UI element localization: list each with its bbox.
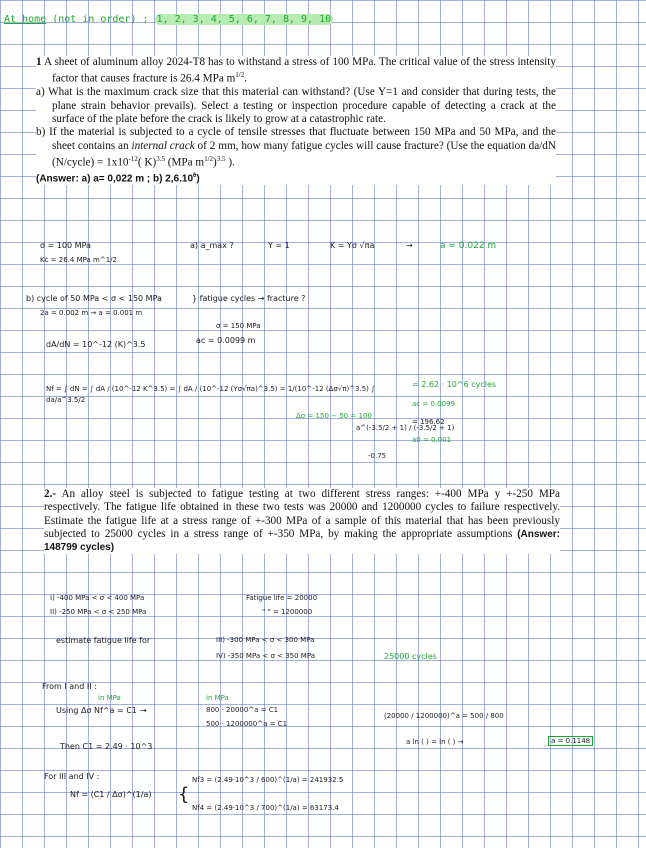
note-fatigue-life2: " " = 1200000 [262,608,313,616]
header-problem-list: 1, 2, 3, 4, 5, 6, 7, 8, 9, 10 [156,14,332,25]
answer-1-end: ) [196,173,200,185]
note-b-cycle: b) cycle of 50 MPa < σ < 150 MPa [26,294,162,303]
note-nf-general: Nf = (C1 / Δσ)^(1/a) [70,790,152,799]
problem-1 [36,56,556,185]
part-b-4: (MPa m [164,156,205,169]
note-ac-val: ac = 0.0099 [412,400,455,408]
intro-end: . [244,73,248,86]
note-in-mpa: in MPa [98,694,121,702]
note-from: From I and II : [42,682,97,691]
problem-1-intro [36,56,556,86]
note-nf4: Nf4 = (2.49·10^3 / 700)^(1/a) = 63173.4 [192,804,339,812]
problem-2-number: 2.- [44,488,57,500]
intro-exp: 1/2 [235,71,245,80]
note-delta-sigma: Δσ = 150 − 50 = 100 [296,412,372,420]
note-a0-val: a0 = 0.001 [412,436,452,444]
header [4,14,333,25]
note-using: Using Δσ Nf^a = C1 [56,706,137,715]
note-brace: { [178,784,190,805]
problem-1-answer [36,170,556,186]
note-nf-integral: Nf = ∫ dN = ∫ dA / (10^-12 K^3.5) = ∫ dA / (10^-12 (Yσ√πa)^3.5) = 1/(10^-12 (Δσ√π)^3.5) ∫ da/a^3.5/2 [46,385,375,404]
note-sigma: σ = 100 MPa [40,241,91,250]
problem-2 [44,488,560,554]
problem-1-part-b [36,126,556,170]
problem-1-intro-text: A sheet of aluminum alloy 2024-T8 has to withstand a stress of 100 MPa. The critical value of the stress intensity factor that causes fracture is 26.4 MPa m [43,56,556,86]
note-two-a: 2a = 0.002 m → a = 0.001 m [40,309,143,317]
part-b-exp3: 1/2 [204,154,214,163]
note-for-34: For III and IV : [44,772,100,781]
header-note: (not in order) : [52,14,149,25]
note-cycles-25000: 25000 cycles [384,652,437,661]
note-eq2: 500 · 1200000^a = C1 [206,720,288,728]
note-nf3: Nf3 = (2.49·10^3 / 600)^(1/a) = 241932.5 [192,776,344,784]
note-log-line: a ln ( ) = ln ( ) → [406,738,464,746]
note-neg075: -0.75 [368,452,387,460]
part-b-exp1: -12 [128,154,138,163]
note-sigma150: σ = 150 MPa [216,322,261,330]
note-y1: Y = 1 [268,241,290,250]
note-k-formula: K = Yσ √πa [330,241,375,250]
note-case3: III) -300 MPa < σ < 300 MPa [216,636,315,644]
note-case4: IV) -350 MPa < σ < 350 MPa [216,652,316,660]
note-exp-work: a^(-3.5/2 + 1) / (-3.5/2 + 1) [356,424,455,432]
answer-1-exp: 6 [193,172,197,179]
note-eq1: 800 · 20000^a = C1 [206,706,279,714]
note-ratio: (20000 / 1200000)^a = 500 / 800 [384,712,504,720]
note-estimate: estimate fatigue life for [56,636,151,645]
note-fatigue: } fatigue cycles → fracture ? [192,294,306,303]
note-arrow2: → [140,706,147,715]
note-kc: Kc = 26.4 MPa m^1/2 [40,256,117,264]
note-a-max: a) a_max ? [190,241,234,250]
answer-1-text: (Answer: a) a= 0,022 m ; b) 2,6.10 [36,173,194,185]
header-prefix: At home [4,14,47,25]
part-b-2: of 2 mm, how many fatigue cycles will cause fracture? (Use the equation da/dN (N/cycle) = 1x10 [52,139,556,169]
part-b-6: ). [225,156,235,169]
problem-2-body: An alloy steel is subjected to fatigue testing at two different stress ranges: +-400 MPa y +-250 MPa respectively. The fatigue life obtained in these two tests was 20000 and 1200000 cycles to failure respectively. Estimate the fatigue life at a stress range of +-300 MPa of a sample of this material that has been previously subjected to 25000 cycles in a stress range of +-350 MPa, by making the appropriate assumptions [44,488,560,540]
problem-1-part-a: a) What is the maximum crack size that this material can withstand? (Use Y=1 and consider that during tests, the plane strain behavior prevails). Select a testing or inspection procedure capable of detecting a crack at the surface of the plate before the crack is likely to grow at a catastrophic rate. [36,86,556,125]
note-ac: ac = 0.0099 m [196,336,256,345]
part-b-3: ( K) [137,156,157,169]
note-fatigue-text: fatigue cycles → fracture ? [199,294,306,303]
note-then: Then C1 = 2.49 · 10^3 [60,742,153,751]
note-in-mpa2: in MPa [206,694,229,702]
problem-2-text [44,488,560,554]
note-a-value: a = 0.1148 [548,736,593,746]
note-fatigue-life: Fatigue life = 20000 [246,594,318,602]
problem-1-number: 1 [36,56,42,68]
part-b-italic: internal crack [131,139,195,152]
note-196: = 196.62 [412,418,445,426]
note-case2: II) -250 MPa < σ < 250 MPa [50,608,147,616]
part-b-exp4: 3.5 [216,154,226,163]
note-a-result: a = 0.022 m [440,241,497,251]
note-nf-result: = 2.62 · 10^6 cycles [412,380,497,389]
problem-2-answer: (Answer: 148799 cycles) [44,528,560,554]
part-b-5: ) [213,156,217,169]
part-b-1: b) If the material is subjected to a cycle of tensile stresses that fluctuate between 150 MPa and 50 MPa, and the sheet contains an [36,126,556,152]
part-b-exp2: 3.5 [156,154,165,163]
note-arrow: → [406,241,413,250]
note-da-dn: dA/dN = 10^-12 (K)^3.5 [46,340,146,349]
note-case1: I) -400 MPa < σ < 400 MPa [50,594,145,602]
